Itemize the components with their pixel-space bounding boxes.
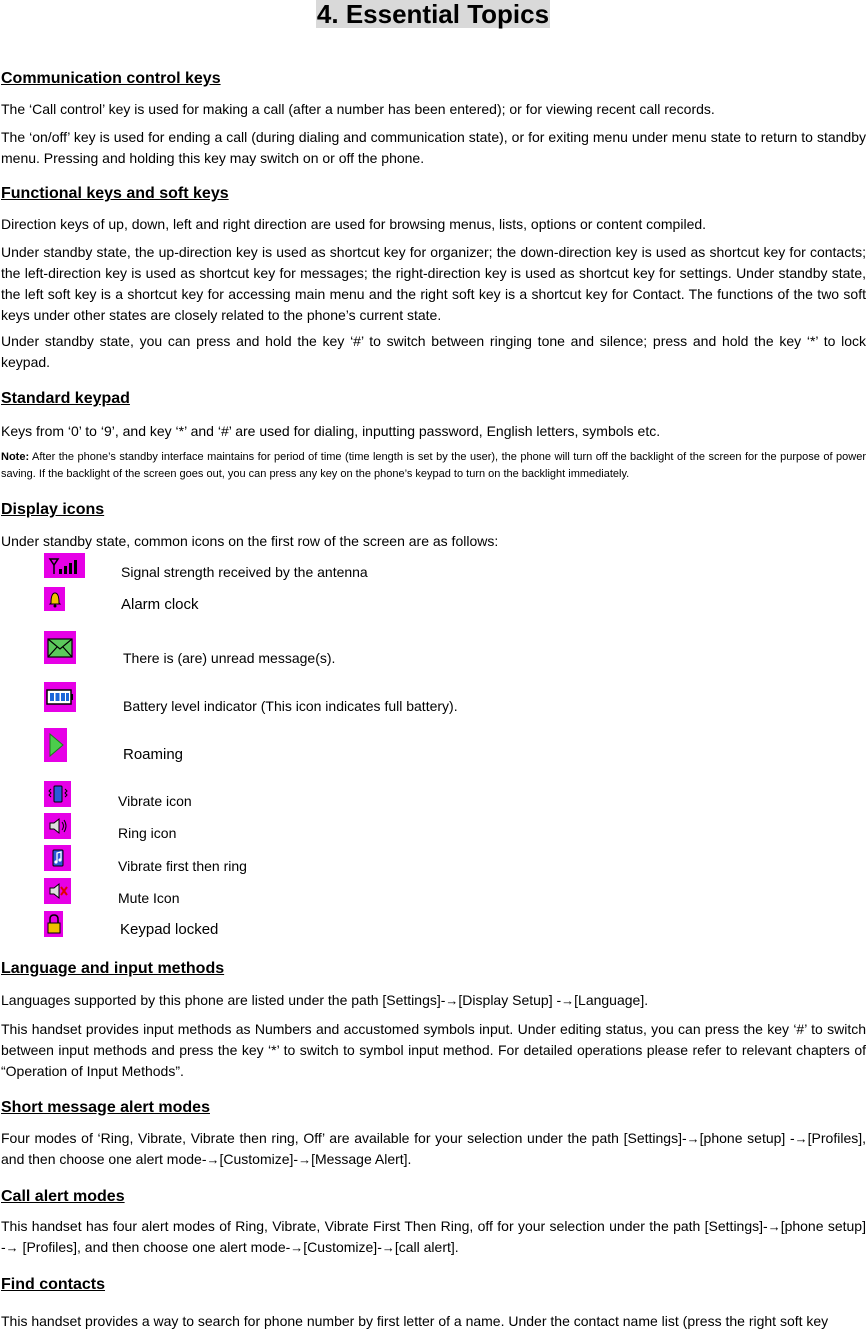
section-heading-language: Language and input methods (1, 960, 225, 977)
arrow-icon: → (206, 1152, 220, 1167)
icon-label: Signal strength received by the antenna (121, 564, 368, 580)
signal-icon (44, 553, 85, 578)
text-run: [phone setup] - (1, 1218, 866, 1255)
text-run: [phone setup] - (699, 1130, 795, 1146)
vibrate-icon (44, 781, 71, 807)
paragraph: The ‘on/off’ key is used for ending a call (during dialing and communication state), or for exiting menu under menu state to return to standby menu. Pressing and holding this key may switch on or off the phone. (1, 129, 866, 166)
arrow-icon: → (686, 1131, 700, 1146)
envelope-icon (44, 631, 76, 664)
section-heading-functional-keys: Functional keys and soft keys (1, 185, 229, 202)
paragraph: This handset provides a way to search for phone number by first letter of a name. Under the contact name list (press the right soft key (1, 1313, 829, 1329)
text-run: [Message Alert]. (311, 1151, 412, 1167)
arrow-icon: → (381, 1240, 395, 1255)
paragraph: Under standby state, the up-direction key is used as shortcut key for organizer; the down-direction key is used as shortcut key for contacts; the left-direction key is used as shortcut key for messages; the right-direction key is used as shortcut key for settings. Under standby state, the left soft key is a shortcut key for accessing main menu and the right soft key is a shortcut key for Contact. The functions of the two soft keys under other states are closely related to the phone’s current state. (1, 244, 866, 323)
section-heading-display-icons: Display icons (1, 501, 105, 518)
mute-icon (44, 878, 71, 904)
page-title: 4. Essential Topics (316, 0, 550, 29)
section-heading-find-contacts: Find contacts (1, 1276, 106, 1293)
paragraph (1, 1128, 866, 1170)
note-paragraph (1, 449, 866, 483)
roaming-icon (44, 728, 67, 762)
note-label: Note: (1, 451, 30, 463)
lock-icon (44, 911, 63, 937)
arrow-icon: → (290, 1240, 304, 1255)
battery-icon (44, 682, 76, 712)
text-run: Languages supported by this phone are listed under the path [Settings]- (1, 992, 446, 1008)
icon-label: Roaming (123, 746, 184, 763)
arrow-icon: → (298, 1152, 312, 1167)
text-run: [Profiles], and then choose one alert mode- (18, 1239, 291, 1255)
paragraph (1, 991, 866, 1010)
arrow-icon: → (445, 993, 459, 1008)
section-heading-communication: Communication control keys (1, 70, 221, 87)
paragraph: Under standby state, you can press and hold the key ‘#’ to switch between ringing tone and silence; press and hold the key ‘*’ to lock keypad. (1, 333, 866, 370)
arrow-icon: → (5, 1240, 19, 1255)
icon-label: Ring icon (118, 825, 177, 841)
text-run: This handset has four alert modes of Ring, Vibrate, Vibrate First Then Ring, off for your selection under the path [Settings]- (1, 1218, 768, 1234)
paragraph: This handset provides input methods as Numbers and accustomed symbols input. Under editing status, you can press the key ‘#’ to switch between input methods and press the key ‘*’ to switch to symbol input method. For detailed operations please refer to relevant chapters of “Operation of Input Methods”. (1, 1021, 866, 1079)
text-run: Four modes of ‘Ring, Vibrate, Vibrate then ring, Off’ are available for your selection under the path [Settings]- (1, 1130, 687, 1146)
ring-icon (44, 813, 71, 839)
paragraph: Under standby state, common icons on the first row of the screen are as follows: (1, 533, 499, 549)
icon-label: Alarm clock (121, 596, 199, 613)
text-run: [Profiles], and then choose one alert mode- (1, 1130, 866, 1167)
text-run: [call alert]. (394, 1239, 459, 1255)
paragraph: The ‘Call control’ key is used for making a call (after a number has been entered); or for viewing recent call records. (1, 101, 715, 117)
arrow-icon: → (794, 1131, 808, 1146)
text-run: [Language]. (574, 992, 649, 1008)
icon-label: Mute Icon (118, 890, 180, 906)
note-text: After the phone’s standby interface maintains for period of time (time length is set by the user), the phone will turn off the backlight of the screen for the purpose of power saving. If the backlight of the screen goes out, you can press any key on the phone’s keypad to turn on the backlight immediately. (1, 451, 866, 480)
text-run: [Customize]- (303, 1239, 382, 1255)
section-heading-short-message-alert: Short message alert modes (1, 1099, 210, 1116)
alarm-clock-icon (44, 587, 65, 611)
icon-label: Vibrate first then ring (118, 858, 247, 874)
icon-label: Vibrate icon (118, 793, 192, 809)
paragraph: Keys from ‘0’ to ‘9’, and key ‘*’ and ‘#’ are used for dialing, inputting password, English letters, symbols etc. (1, 423, 661, 439)
arrow-icon: → (561, 993, 575, 1008)
vibrate-then-ring-icon (44, 845, 71, 871)
icon-label: Keypad locked (120, 921, 219, 938)
text-run: [Customize]- (219, 1151, 299, 1167)
icon-label: Battery level indicator (This icon indicates full battery). (123, 698, 458, 714)
paragraph: Direction keys of up, down, left and right direction are used for browsing menus, lists, options or content compiled. (1, 216, 707, 232)
icon-label: There is (are) unread message(s). (123, 650, 336, 666)
paragraph (1, 1216, 866, 1258)
arrow-icon: → (767, 1219, 781, 1234)
section-heading-standard-keypad: Standard keypad (1, 390, 130, 407)
text-run: [Display Setup] - (458, 992, 562, 1008)
section-heading-call-alert: Call alert modes (1, 1188, 125, 1205)
